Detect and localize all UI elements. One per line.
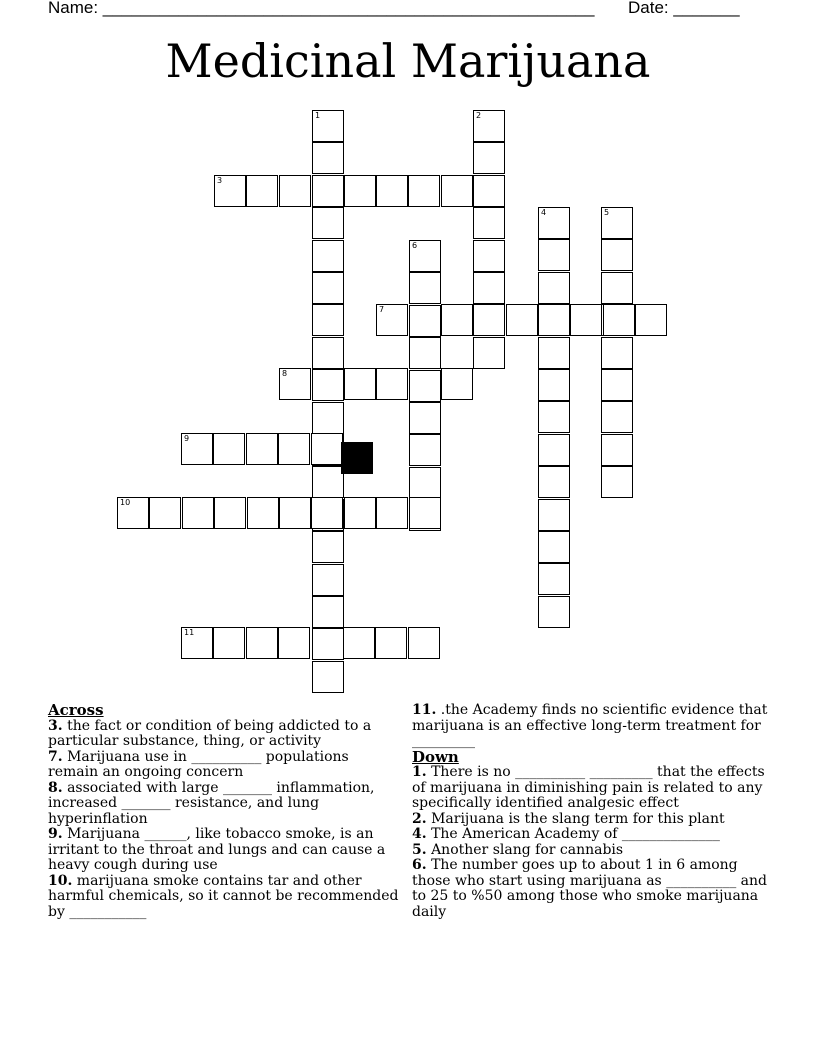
grid-cell[interactable] bbox=[603, 304, 635, 336]
across-clue: 7. Marijuana use in __________ populations remain an ongoing concern bbox=[48, 748, 349, 780]
grid-cell[interactable] bbox=[312, 207, 344, 239]
across-clue: 3. the fact or condition of being addicted to a particular substance, thing, or activity bbox=[48, 717, 372, 749]
clue-number: 1 bbox=[315, 111, 321, 120]
grid-cell[interactable] bbox=[473, 240, 505, 272]
grid-cell[interactable] bbox=[473, 207, 505, 239]
grid-cell[interactable] bbox=[441, 368, 473, 400]
down-clue: 2. Marijuana is the slang term for this plant bbox=[412, 810, 725, 827]
grid-cell[interactable] bbox=[538, 563, 570, 595]
grid-cell[interactable] bbox=[601, 369, 633, 401]
grid-cell[interactable] bbox=[181, 627, 213, 659]
clue-number: 3 bbox=[217, 176, 223, 185]
clue-number: 5 bbox=[604, 208, 610, 217]
grid-cell[interactable] bbox=[278, 433, 310, 465]
grid-cell[interactable] bbox=[538, 596, 570, 628]
grid-cell[interactable] bbox=[538, 434, 570, 466]
grid-cell[interactable] bbox=[409, 467, 441, 499]
grid-cell[interactable] bbox=[279, 497, 311, 529]
clues-right-column bbox=[412, 703, 772, 920]
grid-cell[interactable] bbox=[312, 596, 344, 628]
grid-cell[interactable] bbox=[312, 175, 344, 207]
clue-number: 7 bbox=[379, 305, 385, 314]
across-clue: 8. associated with large _______ inflammation, increased _______ resistance, and lung hyperinflation bbox=[48, 779, 375, 827]
grid-cell[interactable] bbox=[312, 337, 344, 369]
down-clue: 5. Another slang for cannabis bbox=[412, 841, 624, 858]
grid-cell[interactable] bbox=[344, 175, 376, 207]
grid-cell[interactable] bbox=[409, 370, 441, 402]
grid-cell[interactable] bbox=[473, 142, 505, 174]
grid-cell[interactable] bbox=[409, 434, 441, 466]
black-cell bbox=[341, 442, 373, 474]
grid-cell[interactable] bbox=[538, 499, 570, 531]
grid-cell[interactable] bbox=[149, 497, 181, 529]
grid-cell[interactable] bbox=[376, 175, 408, 207]
grid-cell[interactable] bbox=[311, 433, 343, 465]
grid-cell[interactable] bbox=[312, 661, 344, 693]
grid-cell[interactable] bbox=[312, 369, 344, 401]
grid-cell[interactable] bbox=[601, 207, 633, 239]
grid-cell[interactable] bbox=[213, 433, 245, 465]
grid-cell[interactable] bbox=[312, 402, 344, 434]
grid-cell[interactable] bbox=[117, 497, 149, 529]
clue-number: 6 bbox=[412, 241, 418, 250]
across-clue: 9. Marijuana ______, like tobacco smoke, is an irritant to the throat and lungs and can cause a heavy cough during use bbox=[48, 826, 386, 873]
grid-cell[interactable] bbox=[538, 239, 570, 271]
grid-cell[interactable] bbox=[312, 240, 344, 272]
grid-cell[interactable] bbox=[312, 142, 344, 174]
grid-cell[interactable] bbox=[312, 304, 344, 336]
across-heading: Across bbox=[48, 701, 104, 719]
grid-cell[interactable] bbox=[375, 627, 407, 659]
grid-cell[interactable] bbox=[311, 497, 343, 529]
grid-cell[interactable] bbox=[312, 110, 344, 142]
across-clue: 11. .the Academy finds no scientific evidence that marijuana is an effective long-term treatment for _________ bbox=[412, 702, 768, 749]
grid-cell[interactable] bbox=[246, 627, 278, 659]
grid-cell[interactable] bbox=[214, 497, 246, 529]
clue-number: 2 bbox=[476, 111, 482, 120]
grid-cell[interactable] bbox=[409, 497, 441, 529]
down-heading: Down bbox=[412, 747, 459, 766]
grid-cell[interactable] bbox=[246, 175, 278, 207]
grid-cell[interactable] bbox=[312, 466, 344, 498]
grid-cell[interactable] bbox=[409, 402, 441, 434]
grid-cell[interactable] bbox=[601, 434, 633, 466]
grid-cell[interactable] bbox=[409, 305, 441, 337]
grid-cell[interactable] bbox=[344, 497, 376, 529]
grid-cell[interactable] bbox=[441, 175, 473, 207]
clue-number: 8 bbox=[282, 369, 288, 378]
grid-cell[interactable] bbox=[538, 337, 570, 369]
grid-cell[interactable] bbox=[279, 175, 311, 207]
down-clue: 4. The American Academy of ______________ bbox=[412, 826, 720, 842]
grid-cell[interactable] bbox=[278, 627, 310, 659]
clues-left-column bbox=[48, 703, 400, 920]
grid-cell[interactable] bbox=[344, 368, 376, 400]
grid-cell[interactable] bbox=[408, 627, 440, 659]
clue-number: 11 bbox=[184, 628, 195, 637]
grid-cell[interactable] bbox=[247, 497, 279, 529]
down-clue: 1. There is no __________ _________ that the effects of marijuana in diminishing pain is related to any specifically identified analgesic effect bbox=[412, 764, 765, 811]
grid-cell[interactable] bbox=[312, 628, 344, 660]
grid-cell[interactable] bbox=[473, 175, 505, 207]
clue-number: 10 bbox=[120, 498, 131, 507]
clue-number: 4 bbox=[541, 208, 547, 217]
grid-cell[interactable] bbox=[181, 433, 213, 465]
grid-cell[interactable] bbox=[312, 272, 344, 304]
grid-cell[interactable] bbox=[538, 207, 570, 239]
name-field-label: Name: ____________________________________________________ bbox=[48, 0, 595, 17]
grid-cell[interactable] bbox=[182, 497, 214, 529]
grid-cell[interactable] bbox=[409, 337, 441, 369]
grid-cell[interactable] bbox=[538, 272, 570, 304]
grid-cell[interactable] bbox=[409, 240, 441, 272]
grid-cell[interactable] bbox=[441, 304, 473, 336]
grid-cell[interactable] bbox=[409, 272, 441, 304]
grid-cell[interactable] bbox=[538, 401, 570, 433]
grid-cell[interactable] bbox=[538, 531, 570, 563]
grid-cell[interactable] bbox=[570, 304, 602, 336]
grid-cell[interactable] bbox=[601, 272, 633, 304]
grid-cell[interactable] bbox=[312, 531, 344, 563]
grid-cell[interactable] bbox=[246, 433, 278, 465]
grid-cell[interactable] bbox=[538, 369, 570, 401]
grid-cell[interactable] bbox=[376, 368, 408, 400]
across-clue: 10. marijuana smoke contains tar and other harmful chemicals, so it cannot be recommended by ___________ bbox=[48, 872, 399, 920]
grid-cell[interactable] bbox=[635, 304, 667, 336]
grid-cell[interactable] bbox=[376, 497, 408, 529]
grid-cell[interactable] bbox=[601, 466, 633, 498]
grid-cell[interactable] bbox=[214, 175, 246, 207]
grid-cell[interactable] bbox=[506, 304, 538, 336]
down-clue: 6. The number goes up to about 1 in 6 among those who start using marijuana as __________ and to 25 to %50 among those who smoke marijuana daily bbox=[412, 857, 767, 920]
grid-cell[interactable] bbox=[473, 110, 505, 142]
grid-cell[interactable] bbox=[473, 272, 505, 304]
grid-cell[interactable] bbox=[601, 239, 633, 271]
grid-cell[interactable] bbox=[538, 466, 570, 498]
grid-cell[interactable] bbox=[213, 627, 245, 659]
grid-cell[interactable] bbox=[376, 304, 408, 336]
grid-cell[interactable] bbox=[601, 401, 633, 433]
grid-cell[interactable] bbox=[343, 627, 375, 659]
date-field-label: Date: _______ bbox=[628, 0, 740, 17]
clue-number: 9 bbox=[184, 434, 190, 443]
grid-cell[interactable] bbox=[601, 337, 633, 369]
grid-cell[interactable] bbox=[312, 564, 344, 596]
page-title: Medicinal Marijuana bbox=[165, 34, 651, 88]
grid-cell[interactable] bbox=[473, 337, 505, 369]
grid-cell[interactable] bbox=[538, 304, 570, 336]
grid-cell[interactable] bbox=[279, 368, 311, 400]
grid-cell[interactable] bbox=[473, 304, 505, 336]
grid-cell[interactable] bbox=[408, 175, 440, 207]
